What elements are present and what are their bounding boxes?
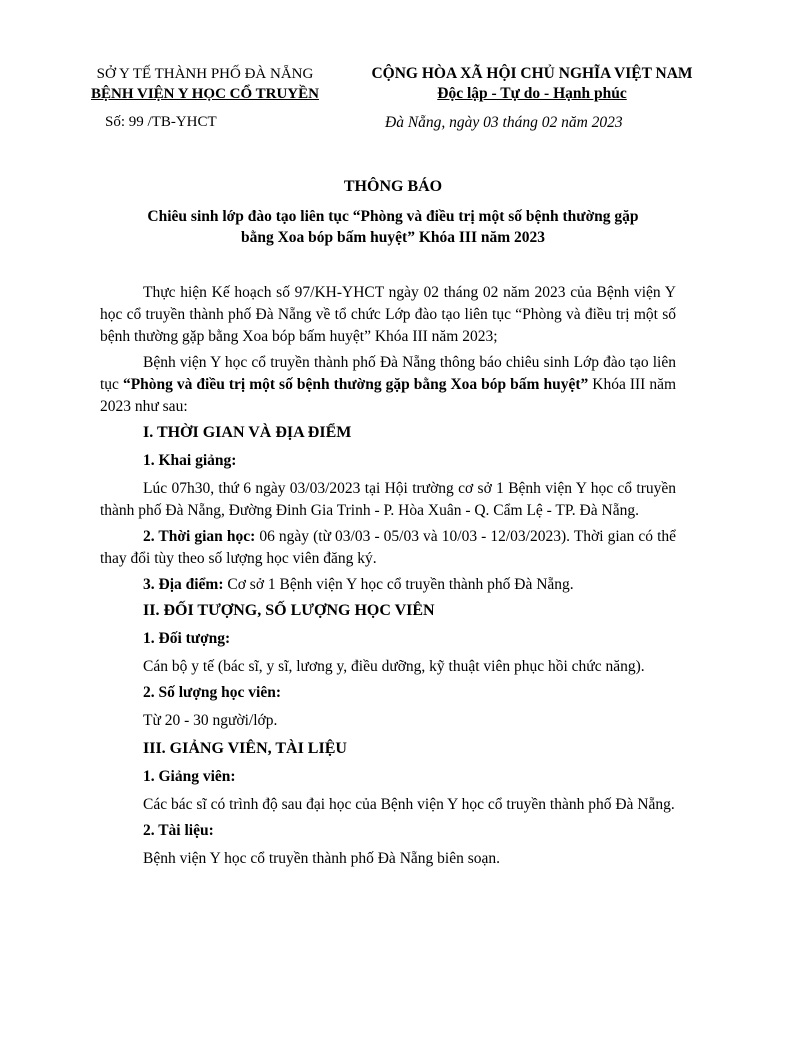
section-1-sub1-text: Lúc 07h30, thứ 6 ngày 03/03/2023 tại Hội trường cơ sở 1 Bệnh viện Y học cổ truyền thành phố Đà Nẵng, Đường Đinh Gia Trinh - P. Hòa Xuân - Q. Cẩm Lệ - TP. Đà Nẵng. [100,480,676,519]
intro-paragraph-2 [100,352,676,418]
section-3-sub1-heading: 1. Giảng viên: [143,768,236,785]
subtitle-line-1: Chiêu sinh lớp đào tạo liên tục “Phòng và điều trị một số bệnh thường gặp [147,208,639,225]
national-title: CỘNG HÒA XÃ HỘI CHỦ NGHĨA VIỆT NAM [371,65,693,82]
section-1-sub1-heading: 1. Khai giảng: [143,452,237,469]
document-date: Đà Nẵng, ngày 03 tháng 02 năm 2023 [385,114,623,131]
document-body [100,282,676,876]
section-3-sub1-text: Các bác sĩ có trình độ sau đại học của Bệnh viện Y học cổ truyền thành phố Đà Nẵng. [143,796,675,813]
issuer-block [60,64,350,104]
document-number: Số: 99 /TB-YHCT [105,114,217,130]
issuer-department: SỞ Y TẾ THÀNH PHỐ ĐÀ NẴNG [96,66,314,82]
section-2-sub1-text: Cán bộ y tế (bác sĩ, y sĩ, lương y, điều dưỡng, kỹ thuật viên phục hồi chức năng). [143,658,645,675]
section-1-sub2-text: 06 ngày (từ 03/03 - 05/03 và 10/03 - 12/03/2023). Thời gian có thể thay đổi tùy theo số lượng học viên đăng ký. [100,528,677,567]
issuer-hospital: BỆNH VIỆN Y HỌC CỔ TRUYỀN [91,86,319,102]
subtitle-line-2: bằng Xoa bóp bấm huyệt” Khóa III năm 2023 [240,229,546,246]
national-motto: Độc lập - Tự do - Hạnh phúc [437,85,627,102]
document-subtitle [0,206,786,248]
section-2-sub2-heading: 2. Số lượng học viên: [143,684,282,701]
section-3-sub2-heading: 2. Tài liệu: [143,822,214,839]
intro-p2-end: Khóa III năm 2023 như sau: [100,376,677,415]
section-1-sub2 [100,526,676,570]
intro-p2-start: Bệnh viện Y học cổ truyền thành phố Đà Nẵng thông báo chiêu sinh Lớp đào tạo liên tục [100,354,676,393]
intro-paragraph-1: Thực hiện Kế hoạch số 97/KH-YHCT ngày 02 tháng 02 năm 2023 của Bệnh viện Y học cổ truyền thành phố Đà Nẵng về tổ chức Lớp đào tạo liên tục “Phòng và điều trị một số bệnh thường gặp bằng Xoa bóp bấm huyệt” Khóa III năm 2023; [100,284,676,345]
section-1-heading: I. THỜI GIAN VÀ ĐỊA ĐIỂM [143,424,352,441]
intro-p2-course-name: “Phòng và điều trị một số bệnh thường gặp bằng Xoa bóp bấm huyệt” [122,376,589,393]
section-1-sub2-label: 2. Thời gian học: [143,528,256,545]
section-3-heading: III. GIẢNG VIÊN, TÀI LIỆU [143,740,347,757]
section-2-sub2-text: Từ 20 - 30 người/lớp. [143,712,278,729]
section-3-sub2-text: Bệnh viện Y học cổ truyền thành phố Đà Nẵng biên soạn. [143,850,500,867]
section-1-sub3-label: 3. Địa điểm: [143,576,224,593]
section-2-sub1-heading: 1. Đối tượng: [143,630,231,647]
document-title: THÔNG BÁO [343,178,443,195]
national-motto-block [352,64,712,104]
section-1-sub3-text: Cơ sở 1 Bệnh viện Y học cổ truyền thành phố Đà Nẵng. [223,576,574,593]
section-1-sub3 [100,574,676,596]
section-2-heading: II. ĐỐI TƯỢNG, SỐ LƯỢNG HỌC VIÊN [143,602,435,619]
